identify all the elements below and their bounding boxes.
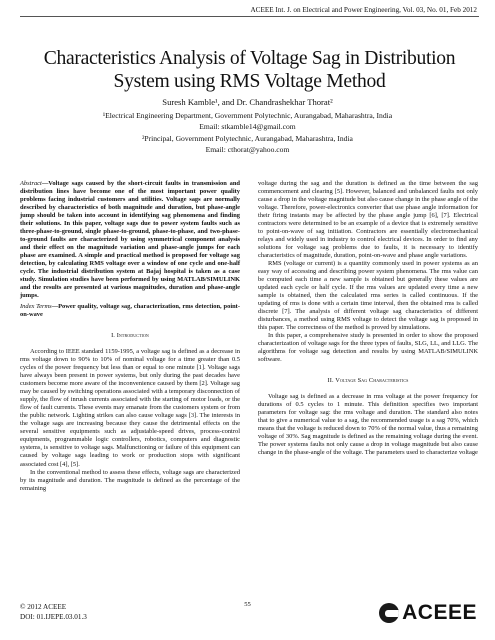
title-line-2: System using RMS Voltage Method xyxy=(113,71,386,92)
index-terms-body: —Power quality, voltage sag, characterization, rms detection, point-on-wave xyxy=(20,303,240,319)
title-line-1: Characteristics Analysis of Voltage Sag in Distribution xyxy=(43,48,456,69)
header-divider xyxy=(20,16,479,17)
logo-text: ACEEE xyxy=(402,601,477,624)
index-terms xyxy=(20,303,240,319)
intro-paragraph-5: In this paper, a comprehensive study is presented in order to show the proposed characterization of voltage sags for the three types of faults, SLG, LL, and LLG. The algorithms for voltage sag detection and results by using MATLAB/SIMULINK software. xyxy=(258,332,478,364)
section-heading-voltage-sag: II. Voltage Sag Characteristics xyxy=(327,377,409,385)
section-heading-introduction: I. Introduction xyxy=(111,332,149,340)
affiliation-2: ²Principal, Government Polytechnic, Aurangabad, Maharashtra, India xyxy=(142,134,353,143)
right-column xyxy=(258,180,478,458)
page-number: 55 xyxy=(244,601,251,608)
section2-paragraph-1: Voltage sag is defined as a decrease in rms voltage at the power frequency for durations of 0.5 cycles to 1 minute. This definition specifies two important parameters for voltage sag: the rms voltage and duration. The standard also notes that to give a numerical value to a sag, the recommended usage is a sag 70%, which means that the voltage is reduced down to 70% of the normal value, thus a remaining voltage of 30%. Sag magnitude is defined as the remaining voltage during the event. The power systems faults not only cause a drop in voltage magnitude but also cause change in the phase-angle of the voltage. The parameters used to characterize voltage xyxy=(258,393,478,457)
publisher-logo xyxy=(379,601,477,625)
copyright: © 2012 ACEEE xyxy=(20,603,67,611)
abstract xyxy=(20,180,240,300)
affiliation-2-email: Email: cthorat@yahoo.com xyxy=(205,145,290,154)
paper-title xyxy=(20,47,479,93)
affiliation-1: ¹Electrical Engineering Department, Government Polytechnic, Aurangabad, Maharashtra, India xyxy=(102,111,393,120)
intro-paragraph-4: RMS (voltage or current) is a quantity commonly used in power systems as an easy way of accessing and describing power system phenomena. The rms value can be computed each time a new sample is obtained but generally these values are updated each cycle or half cycle. If the rms values are updated every time a new sample is obtained, then the calculated rms series is called continuous. If the updating of rms is done with a certain time interval, then the obtained rms is called discrete [7]. The analysis of different voltage sag characteristics of different disturbances, a method using RMS voltage to detect the voltage sag is proposed in this paper. The correctness of the method is proved by simulations. xyxy=(258,260,478,332)
aceee-logo-icon xyxy=(379,603,399,623)
left-column xyxy=(20,180,240,493)
journal-header: ACEEE Int. J. on Electrical and Power Engineering, Vol. 03, No. 01, Feb 2012 xyxy=(250,6,477,14)
intro-paragraph-3: voltage during the sag and the duration is defined as the time between the sag commencement and clearing [5]. However, balanced and unbalanced faults not only cause a drop in the voltage magnitude but also cause change in the phase angle of the voltage. Therefore, power-electronics converter that use phase angle information for their firing instants may be affected by the phase angle jump [6], [7]. Electrical contractors were determined to be an example of a device that is extremely sensitive to point-on-wave of sag initiation. Contractors are essentially electromechanical relays and widely used in industry to control electrical devices. In order to find any solutions for voltage sag problems due to faults, it is necessary to identify characteristics of magnitude, duration, point-on-wave and phase angle variations. xyxy=(258,180,478,260)
intro-paragraph-1: According to IEEE standard 1159-1995, a voltage sag is defined as a decrease in rms voltage down to 90% to 10% of nominal voltage for a time greater than 0.5 cycles of the power frequency but less than or equal to one minute [1]. Voltage sags have always been present in power systems, but only during the past decades have customers become more aware of the inconvenience caused by them [2]. Voltage sag may be caused by switching operations associated with a temporary disconnection of supply, the flow of inrush currents associated with the starting of motor loads, or the flow of fault currents. These events may emanate from the customers system or from the public network. Lighting strikes can also cause voltage sags [3]. The interests in the voltage sags are increasing because they cause the detrimental effects on the several sensitive equipments such as adjustable-speed drives, process-control equipments, programmable logic controllers, robotics, computers and diagnostic systems, is sensitive to voltage sags. Malfunctioning or failure of this equipment can caused by voltage sags leading to work or production stops with significant associated cost [4], [5]. xyxy=(20,348,240,468)
intro-paragraph-2: In the conventional method to assess these effects, voltage sags are characterized by its magnitude and duration. The magnitude is defined as the percentage of the remaining xyxy=(20,468,240,492)
authors: Suresh Kamble¹, and Dr. Chandrashekhar Thorat² xyxy=(162,97,333,107)
index-terms-label: Index Terms xyxy=(20,303,52,311)
doi: DOI: 01.IJEPE.03.01.3 xyxy=(20,613,87,621)
affiliation-1-email: Email: stkamble14@gmail.com xyxy=(199,122,296,131)
abstract-label: Abstract xyxy=(20,180,42,187)
abstract-body: —Voltage sags caused by the short-circuit faults in transmission and distribution lines have become one of the most important power quality problems facing industrial customers and utilities. Voltage sags are normally described by characteristics of both magnitude and duration, but phase-angle jump should be taken into account in identifying sag phenomena and finding their solutions. In this paper, voltage sags due to power system faults such as three-phase-to-ground, single phase-to-ground, phase-to-phase, and two-phase-to-ground faults are characterized by using symmetrical component analysis and their effect on the magnitude variation and phase-angle jumps for each phase are examined. A simple and practical method is proposed for voltage sag detection, by calculating RMS voltage over a window of one cycle and one-half cycle. The industrial distribution system at Bajaj hospital is taken as a case study. Simulation studies have been performed by using MATLAB/SIMULINK and the results are presented at various magnitudes, duration and phase-angle jumps. xyxy=(20,180,240,300)
